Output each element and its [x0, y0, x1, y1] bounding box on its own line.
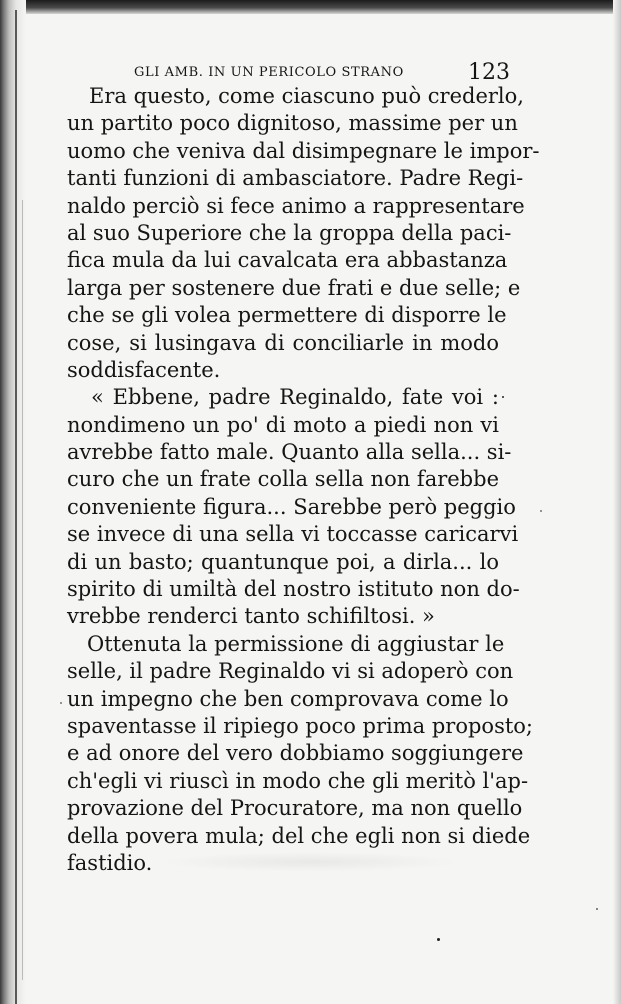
page-number: 123 [468, 60, 510, 85]
body-text [67, 83, 540, 877]
text-line: larga per sostenere due frati e due selle; e [67, 275, 521, 300]
paper-speck [502, 396, 504, 398]
page-header [134, 62, 510, 84]
text-line: Ottenuta la permissione di aggiustar le [87, 631, 505, 656]
text-line: provazione del Procuratore, ma non quello [67, 796, 523, 821]
paper-speck [596, 908, 598, 910]
paper-speck [60, 702, 62, 704]
text-line: vrebbe renderci tanto schifiltosi. » [67, 604, 435, 629]
text-line: se invece di una sella vi toccasse caricarvi [67, 522, 519, 547]
paper-speck [540, 510, 542, 512]
text-line: di un basto; quantunque poi, a dirla... lo [67, 549, 499, 574]
show-through-smudge [160, 852, 460, 872]
text-line: al suo Superiore che la groppa della paci- [67, 220, 512, 245]
text-line: che se gli volea permettere di disporre le [67, 303, 507, 328]
text-line: naldo perciò si fece animo a rappresentare [67, 193, 525, 218]
text-line: « Ebbene, padre Reginaldo, fate voi : [91, 385, 499, 410]
page-top-shadow [0, 0, 621, 14]
text-line: Era questo, come ciascuno può crederlo, [89, 84, 524, 108]
text-line: fica mula da lui cavalcata era abbastanza [67, 248, 508, 273]
text-line: conveniente figura... Sarebbe però peggio [67, 494, 516, 519]
page-right-edge [613, 0, 621, 1004]
text-line: tanti funzioni di ambasciatore. Padre Regi- [67, 166, 524, 191]
paper-speck [437, 938, 440, 941]
text-line: e ad onore del vero dobbiamo soggiungere [67, 741, 524, 766]
text-line: ch'egli vi riuscì in modo che gli meritò l'ap- [67, 768, 529, 793]
text-line: curo che un frate colla sella non farebbe [67, 467, 499, 492]
text-line: della povera mula; del che egli non si diede [67, 823, 531, 848]
text-line: cose, si lusingava di conciliarle in modo [67, 330, 499, 355]
running-head: GLI AMB. IN UN PERICOLO STRANO [134, 65, 404, 80]
text-line: spaventasse il ripiego poco prima proposto; [67, 713, 533, 738]
binding-gutter-line [15, 10, 17, 1004]
text-line: fastidio. [67, 850, 153, 875]
text-line: avrebbe fatto male. Quanto alla sella... si- [67, 440, 512, 465]
text-line: soddisfacente. [67, 357, 221, 382]
text-line: nondimeno un po' di moto a piedi non vi [67, 412, 499, 437]
text-line: un impegno che ben comprovava come lo [67, 686, 509, 711]
text-line: spirito di umiltà del nostro istituto non do- [67, 577, 520, 602]
text-line: uomo che veniva dal disimpegnare le impor- [67, 138, 540, 163]
text-line: selle, il padre Reginaldo vi si adoperò con [67, 659, 514, 684]
binding-gutter-line-faint [22, 200, 23, 980]
text-line: un partito poco dignitoso, massime per un [67, 111, 518, 136]
